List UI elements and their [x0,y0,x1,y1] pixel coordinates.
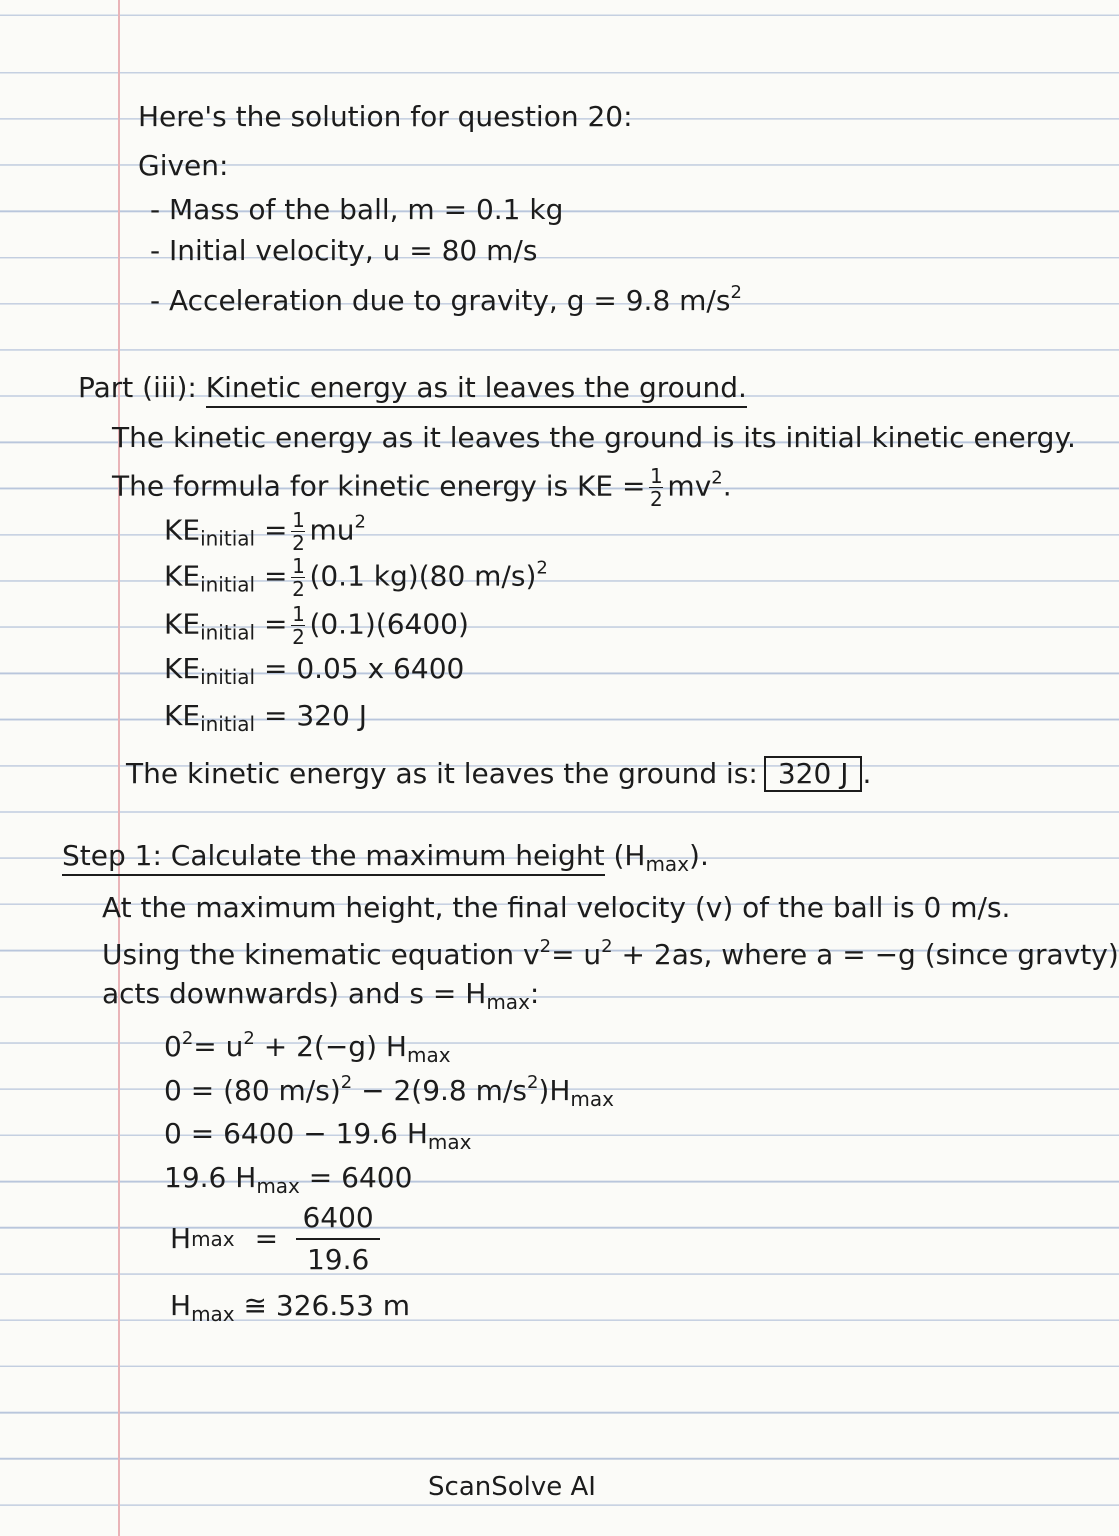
ke-equation-2: $KE_{initial}$ = $\frac{1}{2}$ (0.1 kg)(80 m/s)$^2$ [164,554,548,601]
part3-text-2: The formula for kinetic energy is KE = $\frac{1}{2}$ $mv^2$. [112,464,732,511]
given-item-gravity: - Acceleration due to gravity, g = 9.8 $m/s^2$ [150,282,742,317]
given-item-mass: - Mass of the ball, m = 0.1 kg [150,193,564,226]
height-equation-3: 0 = 6400 − 19.6 $H_{max}$ [164,1117,472,1154]
footer-brand: ScanSolve AI [428,1472,596,1502]
ke-equation-4: $KE_{initial} = 0.05$ x 6400 [164,652,465,689]
step1-heading: Step 1: Calculate the maximum height $(H_{max})$. [62,839,709,876]
ke-equation-3: $KE_{initial}$ = $\frac{1}{2}$ (0.1)(6400) [164,602,469,649]
step1-text-3: acts downwards) and $s = H_{max}$: [102,977,540,1014]
height-equation-5: H max = $\frac{6400}{19.6}$ [170,1204,384,1274]
given-item-velocity: - Initial velocity, u = 80 m/s [150,234,538,267]
height-equation-4: 19.6 $H_{max} = 6400$ [164,1161,413,1198]
given-title: Given: [138,149,229,182]
intro-line: Here's the solution for question 20: [138,100,633,133]
ke-result-box: 320 J [764,756,863,792]
height-equation-2: 0 = (80 m/s)$^2$ − 2(9.8 $m/s^2)H_{max}$ [164,1072,614,1111]
part3-text-1: The kinetic energy as it leaves the ground is its initial kinetic energy. [112,421,1076,454]
ke-equation-5: $KE_{initial} = 320$ J [164,699,367,736]
step1-text-1: At the maximum height, the final velocity (v) of the ball is 0 m/s. [102,891,1011,924]
notebook-margin-line [118,0,120,1536]
step1-text-2: Using the kinematic equation $v^2= u^2 + 2as$, where a = −g (since gravty) [102,936,1119,971]
part3-heading: Part (iii): Kinetic energy as it leaves the ground. [78,374,747,402]
height-equation-1: $0^2= u^2 + 2(-g)$ $H_{max}$ [164,1028,451,1067]
ke-equation-1: $KE_{initial}$ = $\frac{1}{2}$ $mu^2$ [164,508,366,555]
ke-result-line: The kinetic energy as it leaves the ground is: 320 J . [126,757,872,790]
height-equation-6: $H_{max}$ ≅ 326.53 m [170,1289,411,1326]
